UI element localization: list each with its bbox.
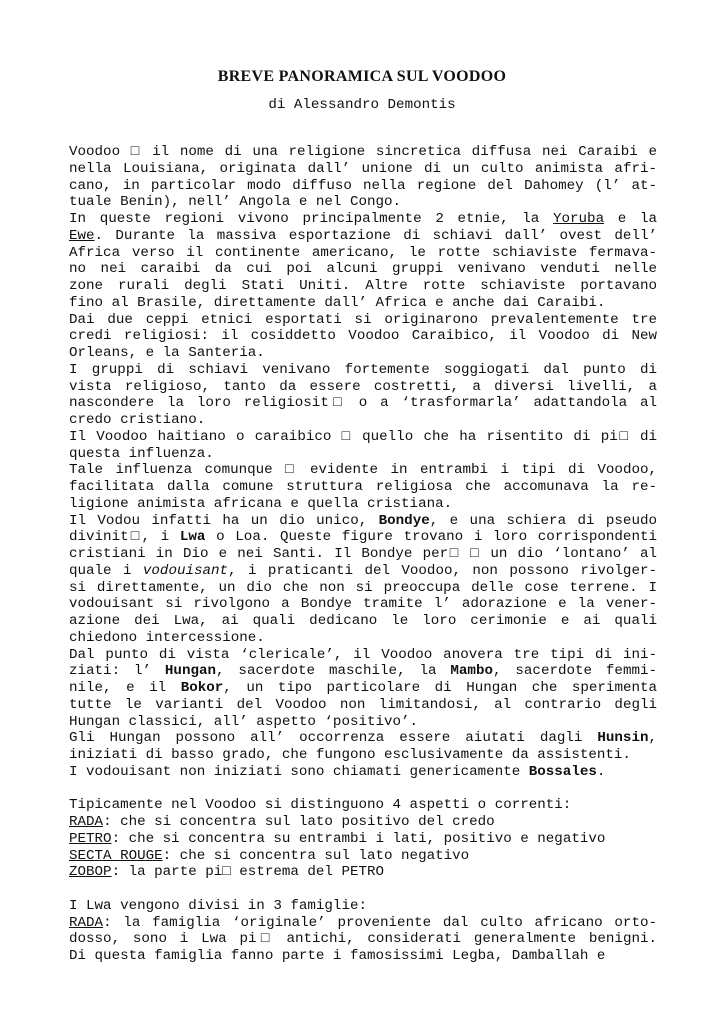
text-line: [69, 580, 657, 597]
text-line: [69, 630, 657, 647]
text-line: [69, 161, 657, 178]
text-line: [69, 831, 657, 848]
text-line: [69, 379, 657, 396]
text-run: cristiani in Dio e nei Santi. Il Bondye per□ □ un dio ‘lontano’ al: [69, 546, 657, 562]
text-run: vista religioso, tanto da essere costretti, a diversi livelli, a: [69, 378, 657, 395]
text-run: nella Louisiana, originata dall’ unione di un culto animista afri-: [69, 160, 657, 177]
text-line: [69, 362, 657, 379]
italic-term: vodouisant: [142, 562, 229, 579]
text-run: o Loa. Queste figure trovano i loro corrispondenti: [205, 529, 657, 546]
text-line: [69, 312, 657, 329]
text-run: vodouisant si rivolgono a Bondye tramite l’ adorazione e la vener-: [69, 596, 657, 613]
text-line: [69, 948, 657, 965]
text-line: [69, 412, 657, 429]
text-run: : la parte pi□ estrema del PETRO: [111, 864, 385, 881]
text-run: I gruppi di schiavi venivano fortemente soggiogati dal punto di: [69, 361, 657, 378]
text-line: [69, 261, 657, 278]
blank-line: [69, 781, 657, 798]
bold-term: Hunsin: [597, 730, 649, 747]
text-run: nascondere la loro religiosit□ o a ‘trasformarla’ adattandola al: [69, 395, 657, 412]
text-line: [69, 529, 657, 546]
text-line: [69, 747, 657, 764]
text-line: [69, 764, 657, 781]
text-run: chiedono intercessione.: [69, 629, 265, 646]
text-run: facilitata dalla comune struttura religiosa che accomunava la re-: [69, 479, 657, 495]
text-line: [69, 647, 657, 664]
text-run: e la: [604, 211, 657, 227]
text-line: [69, 345, 657, 362]
text-run: In queste regioni vivono principalmente 2 etnie, la: [69, 211, 553, 227]
text-run: credi religiosi: il cosiddetto Voodoo Caraibico, il Voodoo di New: [69, 328, 657, 345]
text-line: [69, 395, 657, 412]
text-run: ziati: l’: [69, 663, 165, 680]
underlined-term: RADA: [69, 914, 104, 931]
text-run: .: [596, 763, 606, 780]
text-run: , un tipo particolare di Hungan che sperimenta: [223, 680, 657, 696]
text-line: [69, 546, 657, 563]
text-line: [69, 915, 657, 932]
text-line: [69, 596, 657, 613]
text-line: [69, 730, 657, 747]
bold-term: Bossales: [528, 763, 597, 780]
text-run: dosso, sono i Lwa pi□ antichi, considerati generalmente benigni.: [69, 931, 657, 948]
text-run: : che si concentra sul lato negativo: [162, 847, 470, 864]
text-line: [69, 864, 657, 881]
underlined-term: ZOBOP: [69, 864, 112, 881]
text-line: [69, 697, 657, 714]
text-line: [69, 462, 657, 479]
bold-term: Hungan: [164, 663, 217, 680]
text-run: I Lwa vengono divisi in 3 famiglie:: [69, 897, 367, 914]
text-run: azione dei Lwa, ai quali dedicano le loro cerimonie e ai quali: [69, 613, 657, 629]
text-line: [69, 228, 657, 245]
text-run: Hungan classici, all’ aspetto ‘positivo’.: [69, 713, 419, 730]
text-run: no nei caraibi da cui poi alcuni gruppi venivano venduti nelle: [69, 261, 657, 278]
document-author: di Alessandro Demontis: [268, 97, 456, 113]
text-run: si direttamente, un dio che non si preoccupa delle cose terrene. I: [69, 579, 657, 596]
text-line: [69, 446, 657, 463]
underlined-term: Yoruba: [553, 211, 605, 227]
text-line: [69, 613, 657, 630]
text-run: quale i: [69, 562, 143, 579]
text-run: zone rurali degli Stati Uniti. Altre rotte schiaviste portavano: [69, 278, 657, 294]
text-line: [69, 563, 657, 580]
text-line: [69, 814, 657, 831]
bold-term: Bokor: [180, 680, 224, 696]
text-run: : che si concentra sul lato positivo del credo: [103, 814, 495, 830]
text-line: [69, 797, 657, 814]
underlined-term: RADA: [69, 814, 104, 830]
underlined-term: Ewe: [69, 227, 95, 244]
text-run: iniziati di basso grado, che fungono esclusivamente da assistenti.: [69, 747, 631, 763]
text-run: Orleans, e la Santeria.: [69, 345, 265, 361]
underlined-term: PETRO: [69, 830, 112, 847]
text-run: credo cristiano.: [69, 412, 206, 428]
text-line: [69, 211, 657, 228]
text-line: [69, 328, 657, 345]
text-line: [69, 295, 657, 312]
text-run: tutte le varianti del Voodoo non limitandosi, al contrario degli: [69, 696, 657, 713]
bold-term: Bondye: [378, 512, 430, 529]
text-line: [69, 663, 657, 680]
underlined-term: SECTA ROUGE: [69, 847, 163, 864]
text-line: [69, 714, 657, 731]
text-run: , sacerdote maschile, la: [216, 663, 451, 680]
text-line: [69, 898, 657, 915]
text-run: divinit□, i: [69, 529, 180, 546]
document-body: [69, 144, 657, 965]
text-run: Gli Hungan possono all’ occorrenza essere aiutati dagli: [69, 730, 598, 747]
text-run: cano, in particolar modo diffuso nella regione del Dahomey (l’ at-: [69, 177, 657, 194]
text-line: [69, 496, 657, 513]
text-run: Il Vodou infatti ha un dio unico,: [69, 512, 379, 529]
blank-line: [69, 881, 657, 898]
bold-term: Mambo: [450, 663, 493, 680]
text-line: [69, 848, 657, 865]
text-line: [69, 513, 657, 530]
text-run: Dal punto di vista ‘clericale’, il Voodoo anovera tre tipi di ini-: [69, 646, 657, 663]
text-run: Africa verso il continente americano, le rotte schiaviste fermava-: [69, 244, 657, 261]
text-line: [69, 144, 657, 161]
text-line: [69, 194, 657, 211]
text-run: Di questa famiglia fanno parte i famosissimi Legba, Damballah e: [69, 948, 606, 964]
bold-term: Lwa: [179, 529, 206, 546]
text-line: [69, 278, 657, 295]
text-run: nile, e il: [69, 680, 181, 696]
text-run: Voodoo □ il nome di una religione sincretica diffusa nei Caraibi e: [69, 144, 657, 160]
text-run: questa influenza.: [69, 445, 214, 462]
text-line: [69, 245, 657, 262]
text-line: [69, 680, 657, 697]
text-run: , sacerdote femmi-: [492, 663, 657, 680]
text-run: , i praticanti del Voodoo, non possono rivolger-: [228, 562, 657, 579]
document-title: BREVE PANORAMICA SUL VOODOO: [217, 68, 507, 85]
text-line: [69, 931, 657, 948]
text-line: [69, 178, 657, 195]
text-run: I vodouisant non iniziati sono chiamati genericamente: [69, 763, 529, 780]
text-run: Il Voodoo haitiano o caraibico □ quello che ha risentito di pi□ di: [69, 428, 657, 445]
text-run: , e una schiera di pseudo: [429, 512, 657, 529]
text-run: : la famiglia ‘originale’ proveniente dal culto africano orto-: [103, 914, 657, 931]
text-run: Dai due ceppi etnici esportati si originarono prevalentemente tre: [69, 311, 657, 328]
text-run: tuale Benin), nell’ Angola e nel Congo.: [69, 194, 402, 211]
text-run: Tipicamente nel Voodoo si distinguono 4 aspetti o correnti:: [69, 797, 572, 814]
text-run: fino al Brasile, direttamente dall’ Africa e anche dai Caraibi.: [69, 294, 606, 311]
text-run: ,: [648, 730, 657, 747]
text-line: [69, 429, 657, 446]
text-run: ligione animista africana e quella cristiana.: [69, 495, 453, 512]
text-run: . Durante la massiva esportazione di schiavi dall’ ovest dell’: [94, 227, 657, 244]
text-run: Tale influenza comunque □ evidente in entrambi i tipi di Voodoo,: [69, 462, 657, 479]
text-line: [69, 479, 657, 496]
text-run: : che si concentra su entrambi i lati, positivo e negativo: [111, 830, 606, 847]
